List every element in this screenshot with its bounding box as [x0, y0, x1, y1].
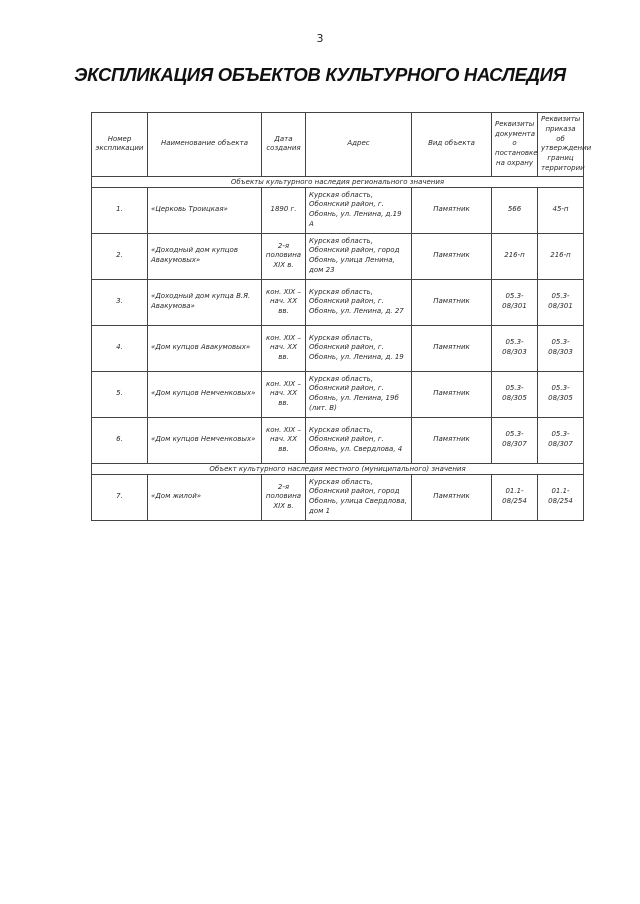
row-address: Курская область, Обоянский район, г. Обоянь, ул. Ленина, 19б (лит. В) — [306, 371, 412, 417]
row-name: «Дом купцов Авакумовых» — [148, 325, 262, 371]
row-order: 45-п — [538, 187, 584, 233]
row-name: «Дом купцов Немченковых» — [148, 417, 262, 463]
row-order: 05.3-08/301 — [538, 279, 584, 325]
row-address: Курская область, Обоянский район, г. Обоянь, ул. Ленина, д. 27 — [306, 279, 412, 325]
row-type: Памятник — [412, 325, 492, 371]
row-date: 2-я половина XIX в. — [262, 474, 306, 520]
row-address: Курская область, Обоянский район, г. Обоянь, ул. Свердлова, 4 — [306, 417, 412, 463]
header-address: Адрес — [306, 113, 412, 177]
row-number: 2. — [92, 233, 148, 279]
row-type: Памятник — [412, 417, 492, 463]
row-order: 216-п — [538, 233, 584, 279]
section-title-regional: Объекты культурного наследия регионального значения — [92, 176, 584, 187]
row-type: Памятник — [412, 371, 492, 417]
row-number: 6. — [92, 417, 148, 463]
row-type: Памятник — [412, 279, 492, 325]
row-doc: 566 — [492, 187, 538, 233]
row-date: кон. XIX – нач. XX вв. — [262, 417, 306, 463]
row-number: 7. — [92, 474, 148, 520]
header-number: Номер экспликации — [92, 113, 148, 177]
row-date: 1890 г. — [262, 187, 306, 233]
row-address: Курская область, Обоянский район, г. Обоянь, ул. Ленина, д.19 А — [306, 187, 412, 233]
row-doc: 05.3-08/307 — [492, 417, 538, 463]
document-title: ЭКСПЛИКАЦИЯ ОБЪЕКТОВ КУЛЬТУРНОГО НАСЛЕДИЯ — [74, 64, 566, 85]
table-row — [92, 474, 584, 520]
row-date: кон. XIX – нач. XX вв. — [262, 371, 306, 417]
row-doc: 216-п — [492, 233, 538, 279]
row-type: Памятник — [412, 474, 492, 520]
row-date: кон. XIX – нач. XX вв. — [262, 325, 306, 371]
table-row — [92, 417, 584, 463]
header-doc: Реквизиты документа о постановке на охрану — [492, 113, 538, 177]
page-number: 3 — [316, 32, 324, 45]
row-order: 01.1-08/254 — [538, 474, 584, 520]
row-address: Курская область, Обоянский район, город Обоянь, улица Ленина, дом 23 — [306, 233, 412, 279]
row-name: «Церковь Троицкая» — [148, 187, 262, 233]
table-row — [92, 371, 584, 417]
row-number: 4. — [92, 325, 148, 371]
table-row — [92, 187, 584, 233]
table-row — [92, 233, 584, 279]
row-name: «Дом жилой» — [148, 474, 262, 520]
row-number: 1. — [92, 187, 148, 233]
row-doc: 05.3-08/301 — [492, 279, 538, 325]
header-type: Вид объекта — [412, 113, 492, 177]
row-name: «Доходный дом купца В.Я. Авакумова» — [148, 279, 262, 325]
row-type: Памятник — [412, 187, 492, 233]
section-row — [92, 463, 584, 474]
header-row — [92, 113, 584, 177]
row-doc: 05.3-08/305 — [492, 371, 538, 417]
row-date: кон. XIX – нач. XX вв. — [262, 279, 306, 325]
header-order: Реквизиты приказа об утверждении границ территории — [538, 113, 584, 177]
row-number: 5. — [92, 371, 148, 417]
row-name: «Дом купцов Немченковых» — [148, 371, 262, 417]
row-order: 05.3-08/307 — [538, 417, 584, 463]
row-doc: 05.3-08/303 — [492, 325, 538, 371]
header-name: Наименование объекта — [148, 113, 262, 177]
explication-table — [91, 112, 592, 521]
row-order: 05.3-08/303 — [538, 325, 584, 371]
row-address: Курская область, Обоянский район, г. Обоянь, ул. Ленина, д. 19 — [306, 325, 412, 371]
table-row — [92, 279, 584, 325]
table-header — [92, 113, 592, 177]
row-name: «Доходный дом купцов Авакумовых» — [148, 233, 262, 279]
row-date: 2-я половина XIX в. — [262, 233, 306, 279]
row-doc: 01.1-08/254 — [492, 474, 538, 520]
table-row — [92, 325, 584, 371]
header-date: Дата создания — [262, 113, 306, 177]
row-address: Курская область, Обоянский район, город Обоянь, улица Свердлова, дом 1 — [306, 474, 412, 520]
row-number: 3. — [92, 279, 148, 325]
section-row — [92, 176, 584, 187]
row-type: Памятник — [412, 233, 492, 279]
row-order: 05.3-08/305 — [538, 371, 584, 417]
section-title-local: Объект культурного наследия местного (муниципального) значения — [92, 463, 584, 474]
